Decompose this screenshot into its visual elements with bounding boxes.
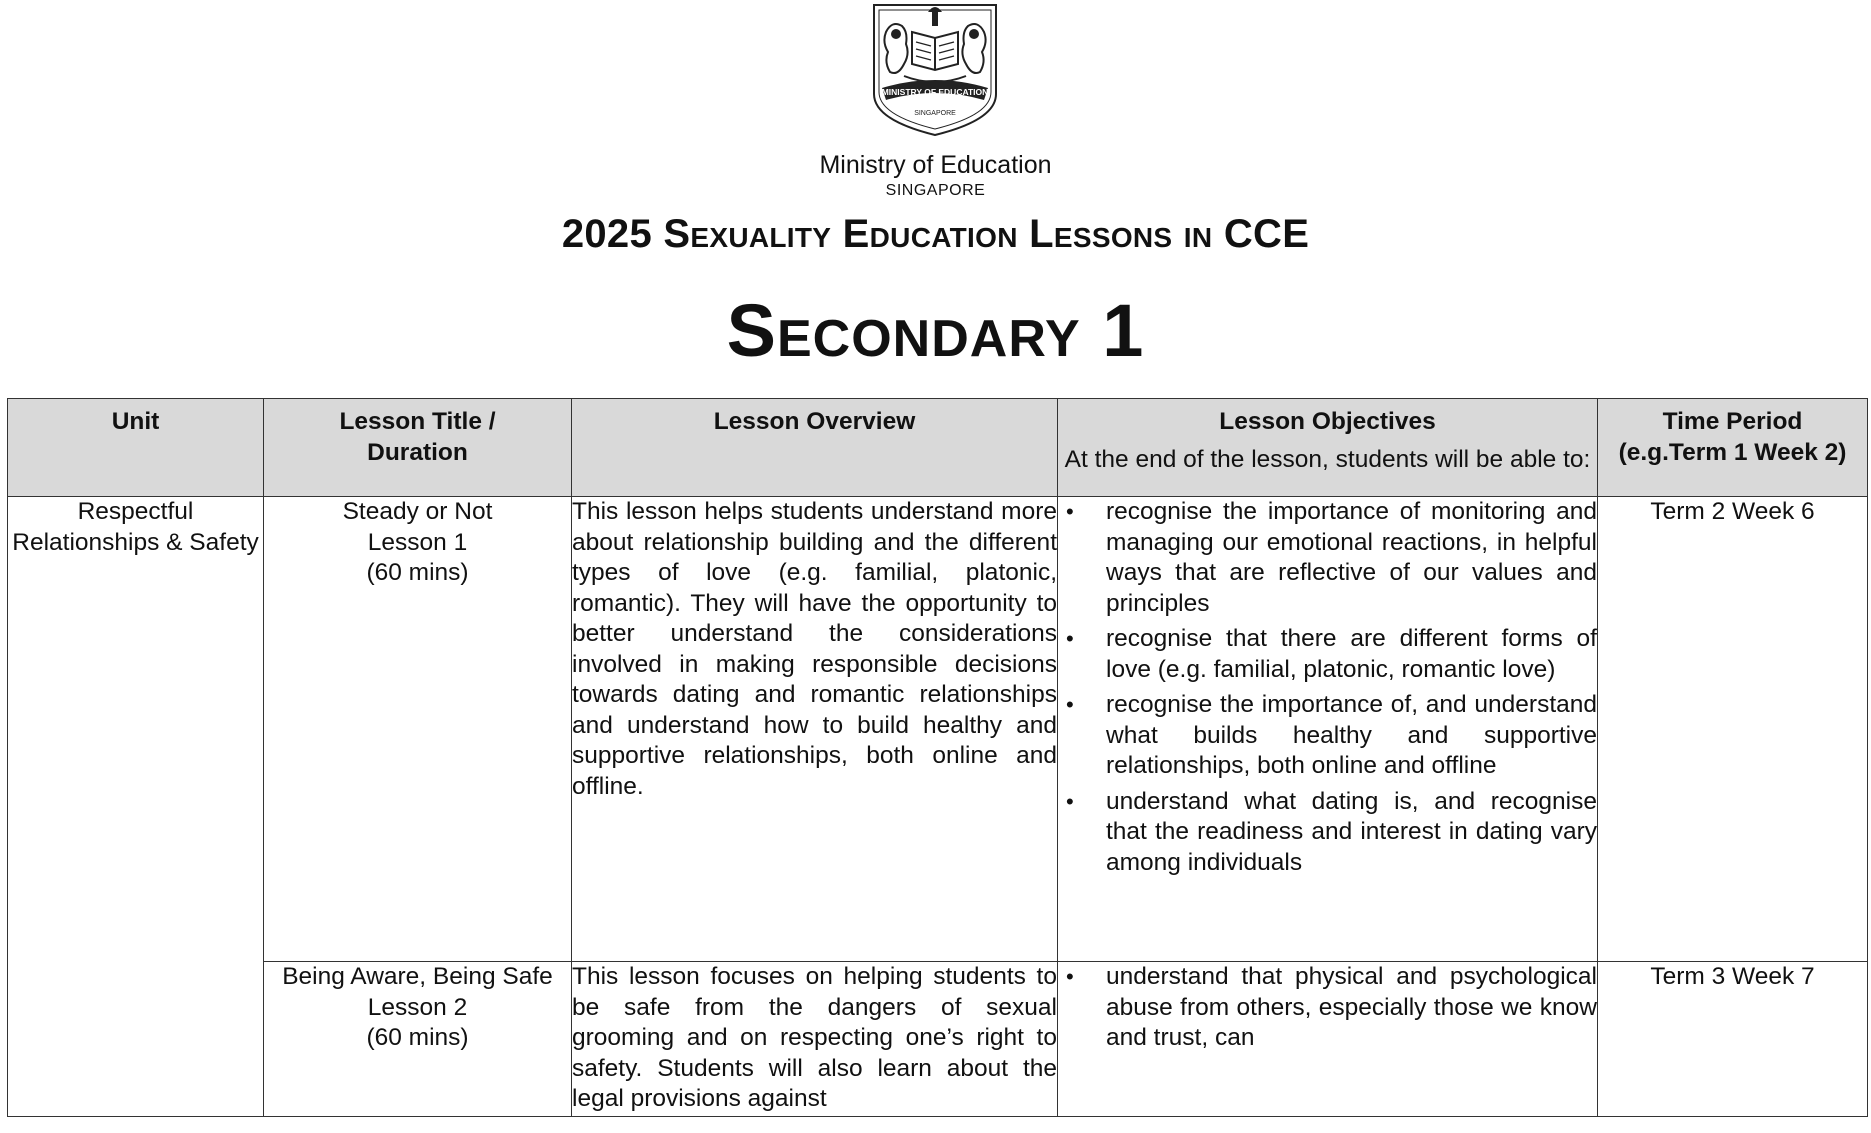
crest-country-text: SINGAPORE <box>914 110 956 117</box>
table-row <box>8 962 1868 1117</box>
lesson-objectives-cell <box>1058 962 1598 1117</box>
crest-ribbon-text: MINISTRY OF EDUCATION <box>881 87 989 97</box>
table-header-row <box>8 399 1868 497</box>
lesson-duration: (60 mins) <box>366 1024 469 1051</box>
lesson-title-cell <box>264 962 572 1117</box>
ministry-crest-logo <box>870 2 1000 138</box>
table-row <box>8 497 1868 962</box>
level-title: Secondary 1 <box>726 289 1145 372</box>
column-header-lesson-title: Lesson Title / Duration <box>264 399 572 497</box>
lesson-number: Lesson 2 <box>367 993 468 1021</box>
column-header-time-period: Time Period (e.g.Term 1 Week 2) <box>1598 399 1868 497</box>
lesson-overview-cell: This lesson focuses on helping students to be safe from the dangers of sexual grooming and on respecting one’s right to safety. Students will also learn about the legal provisions against <box>572 962 1058 1117</box>
lesson-title-cell <box>264 497 572 962</box>
lesson-overview-cell: This lesson helps students understand more about relationship building and the different types of love (e.g. familial, platonic, romantic). They will have the opportunity to better understand the considerations involved in making responsible decisions towards dating and romantic relationships and understand how to build healthy and supportive relationships, both online and offline. <box>572 497 1058 962</box>
column-header-objectives: Lesson Objectives At the end of the lesson, students will be able to: <box>1058 399 1598 497</box>
lesson-number: Lesson 1 <box>367 528 468 556</box>
unit-cell: Respectful Relationships & Safety <box>8 497 264 1117</box>
column-header-unit: Unit <box>8 399 264 497</box>
lesson-plan-table <box>7 398 1868 1117</box>
lesson-duration: (60 mins) <box>366 559 469 586</box>
bullet-icon: • <box>1066 964 1074 989</box>
objective-item: • understand that physical and psychological abuse from others, especially those we know and trust, can <box>1066 963 1597 1051</box>
objectives-list <box>1058 497 1597 878</box>
bullet-icon: • <box>1066 692 1074 717</box>
lesson-title: Being Aware, Being Safe <box>282 963 553 990</box>
lesson-objectives-cell <box>1058 497 1598 962</box>
objectives-subheading: At the end of the lesson, students will be able to: <box>1064 445 1591 473</box>
organization-name: Ministry of Education <box>819 151 1052 179</box>
document-title: 2025 Sexuality Education Lessons in CCE <box>561 212 1310 256</box>
bullet-icon: • <box>1066 626 1074 651</box>
objective-item: • understand what dating is, and recognise that the readiness and interest in dating vary among individuals <box>1066 787 1597 876</box>
objectives-list <box>1058 962 1597 1054</box>
column-header-overview: Lesson Overview <box>572 399 1058 497</box>
lesson-title: Steady or Not <box>342 498 493 525</box>
objective-item: • recognise the importance of, and understand what builds healthy and supportive relationships, both online and offline <box>1066 691 1597 779</box>
bullet-icon: • <box>1066 788 1074 814</box>
objective-item: • recognise that there are different forms of love (e.g. familial, platonic, romantic love) <box>1066 625 1597 683</box>
time-period-cell: Term 3 Week 7 <box>1598 962 1868 1117</box>
objective-item: • recognise the importance of monitoring and managing our emotional reactions, in helpful ways that are reflective of our values and principles <box>1066 498 1597 617</box>
bullet-icon: • <box>1066 499 1074 524</box>
organization-country: SINGAPORE <box>885 182 986 199</box>
time-period-cell: Term 2 Week 6 <box>1598 497 1868 962</box>
